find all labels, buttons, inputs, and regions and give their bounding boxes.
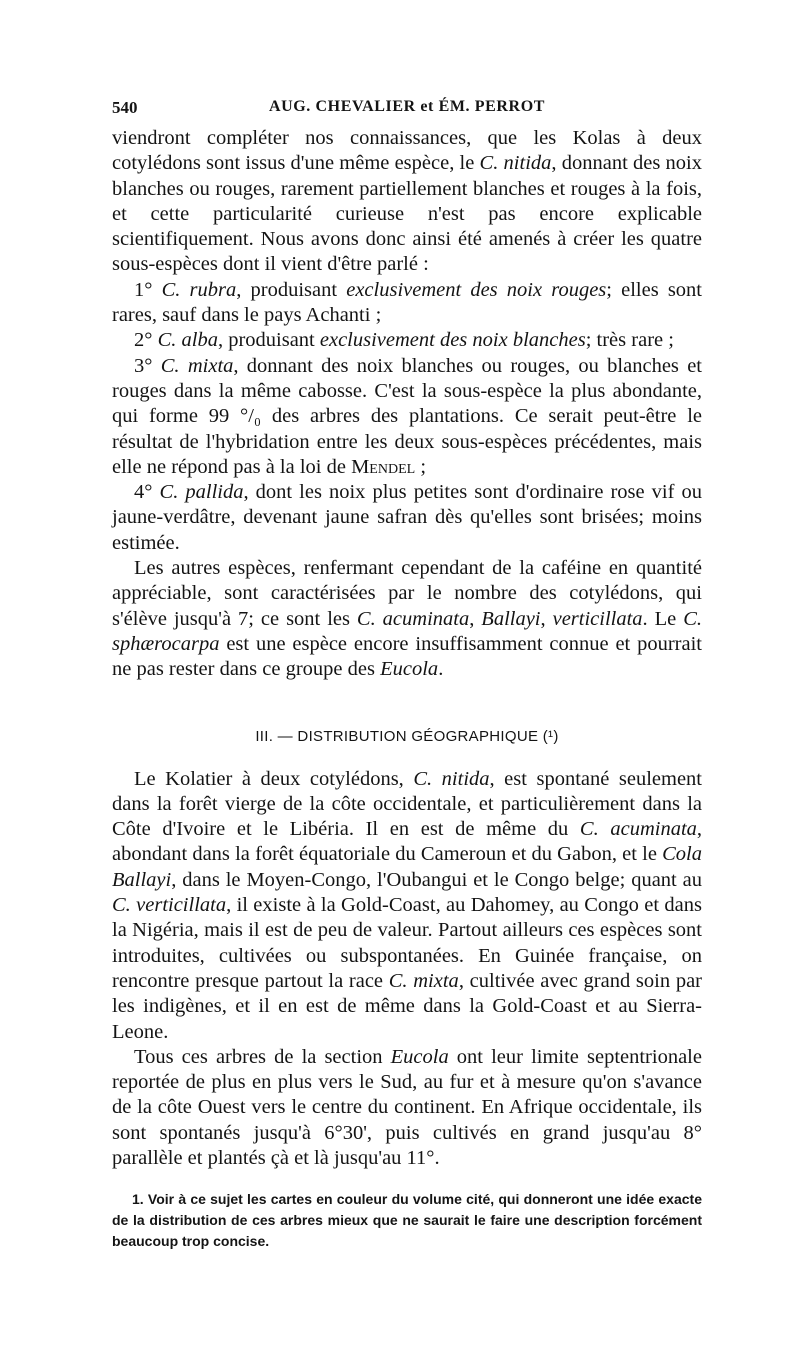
list-item-mixta: 3° C. mixta, donnant des noix blanches ou rouges, ou blanches et rouges dans la même cabosse. C'est la sous-espèce la plus abondante, qui forme 99 °/₀ des arbres des plantations. Ce serait peut-être le résultat de l'hybridation entre les deux sous-espèces précédentes, mais elle ne répond pas à la loi de Mendel ; [112, 354, 702, 478]
page-number: 540 [112, 98, 138, 117]
paragraph-other-species: Les autres espèces, renfermant cependant de la caféine en quantité appréciable, sont caractérisées par le nombre des cotylédons, qui s'élève jusqu'à 7; ce sont les C. acuminata, Ballayi, verticillata. Le C. sphærocarpa est une espèce encore insuffisamment connue et pourrait ne pas rester dans ce groupe des Eucola. [112, 557, 703, 681]
paragraph-distribution: Le Kolatier à deux cotylédons, C. nitida, est spontané seulement dans la forêt vierge de la côte occidentale, et particulièrement dans la Côte d'Ivoire et le Libéria. Il en est de même du C. acuminata, abondant dans la forêt équatoriale du Cameroun et du Gabon, et le Cola Ballayi, dans le Moyen-Congo, l'Oubangui et le Congo belge; quant au C. verticillata, il existe à la Gold-Coast, au Dahomey, au Congo et dans la Nigéria, mais il est de peu de valeur. Partout ailleurs ces espèces sont introduites, cultivées ou subspontanées. En Guinée française, on rencontre presque partout la race C. mixta, cultivée avec grand soin par les indigènes, et il en est de même dans la Gold-Coast et au Sierra-Leone. [112, 767, 703, 1043]
footnote: 1. Voir à ce sujet les cartes en couleur du volume cité, qui donneront une idée exacte de la distribution de ces arbres mieux que ne saurait le faire une description forcément beaucoup trop concise. [112, 1191, 702, 1250]
section-heading: III. — DISTRIBUTION GÉOGRAPHIQUE (¹) [255, 727, 559, 745]
list-item-rubra: 1° C. rubra, produisant exclusivement des noix rouges; elles sont rares, sauf dans le pays Achanti ; [112, 278, 703, 327]
page-header [112, 98, 702, 124]
page-body [112, 126, 702, 1252]
running-head: AUG. CHEVALIER et ÉM. PERROT [268, 98, 546, 115]
paragraph-continuation: viendront compléter nos connaissances, que les Kolas à deux cotylédons sont issus d'une même espèce, le C. nitida, donnant des noix blanches ou rouges, rarement partiellement blanches et rouges à la fois, et cette particularité curieuse n'est pas encore explicable scientifiquement. Nous avons donc ainsi été amenés à créer les quatre sous-espèces dont il vient d'être parlé : [112, 127, 702, 276]
list-item-pallida: 4° C. pallida, dont les noix plus petites sont d'ordinaire rose vif ou jaune-verdâtre, devenant jaune safran dès qu'elles sont brisées; moins estimée. [112, 481, 703, 554]
paragraph-limits: Tous ces arbres de la section Eucola ont leur limite septentrionale reportée de plus en plus vers le Sud, au fur et à mesure qu'on s'avance de la côte Ouest vers le centre du continent. En Afrique occidentale, ils sont spontanés jusqu'à 6°30', puis cultivés en grand jusqu'au 8° parallèle et plantés çà et là jusqu'au 11°. [112, 1045, 702, 1169]
list-item-alba: 2° C. alba, produisant exclusivement des noix blanches; très rare ; [134, 329, 674, 352]
